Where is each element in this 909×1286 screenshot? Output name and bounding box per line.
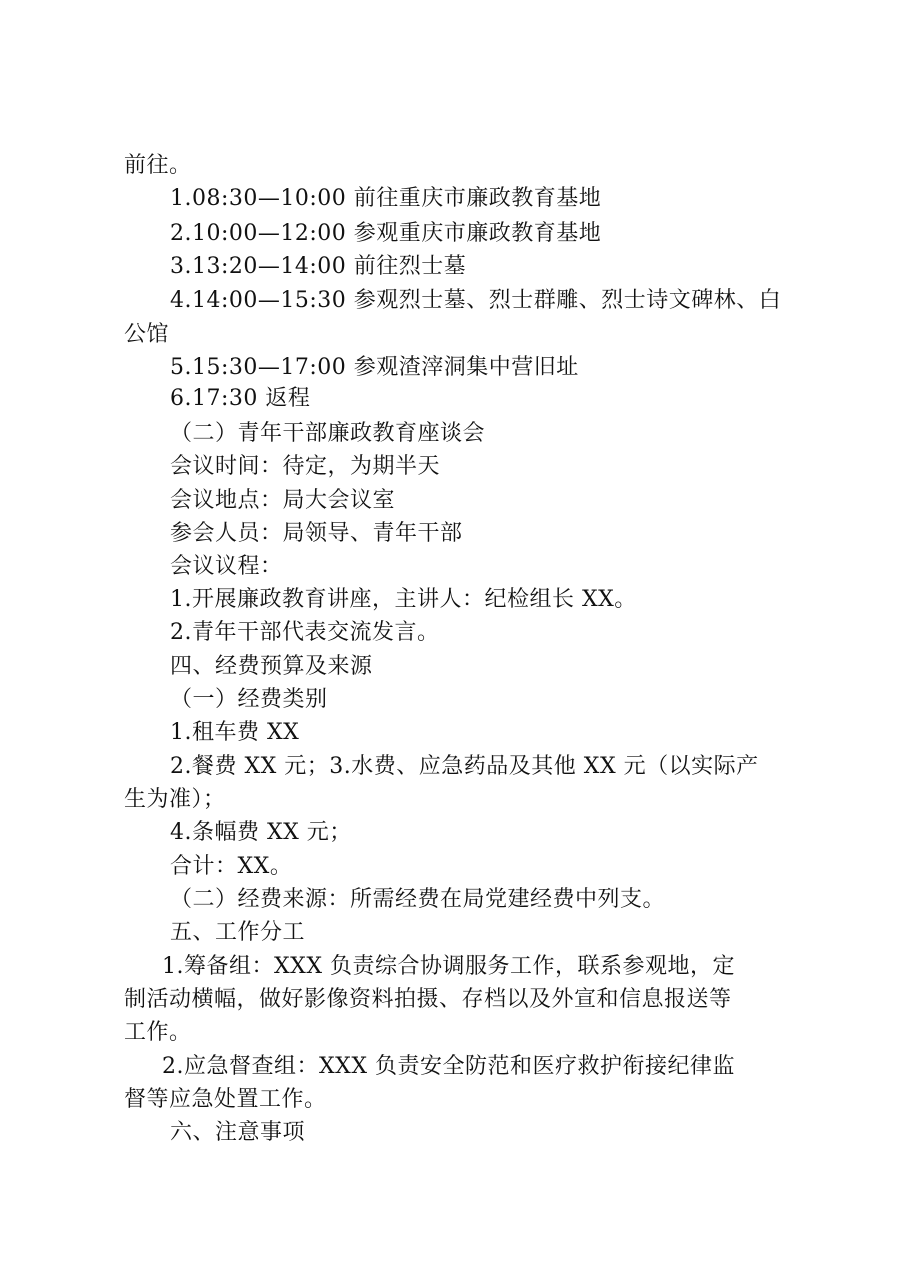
schedule-item: 3.13:20—14:00 前往烈士墓 bbox=[170, 254, 467, 279]
schedule-item: 2.10:00—12:00 参观重庆市廉政教育基地 bbox=[170, 221, 602, 246]
task-item: 1.筹备组：XXX 负责综合协调服务工作，联系参观地，定 bbox=[162, 954, 735, 979]
text-line: 工作。 bbox=[124, 1020, 192, 1045]
schedule-item: 6.17:30 返程 bbox=[170, 386, 311, 411]
meeting-attendees: 参会人员：局领导、青年干部 bbox=[170, 521, 463, 546]
section-subheading: （二）青年干部廉政教育座谈会 bbox=[170, 421, 486, 446]
text-line: 生为准）； bbox=[124, 787, 226, 812]
section-heading: 六、注意事项 bbox=[170, 1120, 306, 1145]
section-subheading: （一）经费类别 bbox=[170, 687, 328, 712]
budget-total: 合计：XX。 bbox=[170, 854, 293, 879]
text-line: 前往。 bbox=[124, 153, 192, 178]
budget-item: 2.餐费 XX 元；3.水费、应急药品及其他 XX 元（以实际产 bbox=[170, 754, 759, 779]
section-heading: 五、工作分工 bbox=[170, 920, 306, 945]
task-item: 2.应急督查组：XXX 负责安全防范和医疗救护衔接纪律监 bbox=[162, 1054, 735, 1079]
budget-item: 4.条幅费 XX 元； bbox=[170, 820, 352, 845]
text-line: 制活动横幅，做好影像资料拍摄、存档以及外宣和信息报送等 bbox=[124, 987, 732, 1012]
meeting-time: 会议时间：待定，为期半天 bbox=[170, 454, 441, 479]
agenda-item: 1.开展廉政教育讲座，主讲人：纪检组长 XX。 bbox=[170, 587, 637, 612]
funding-source: （二）经费来源：所需经费在局党建经费中列支。 bbox=[170, 887, 666, 912]
budget-item: 1.租车费 XX bbox=[170, 720, 300, 745]
schedule-item: 1.08:30—10:00 前往重庆市廉政教育基地 bbox=[170, 186, 602, 211]
schedule-item: 5.15:30—17:00 参观渣滓洞集中营旧址 bbox=[170, 355, 579, 380]
meeting-location: 会议地点：局大会议室 bbox=[170, 488, 396, 513]
section-heading: 四、经费预算及来源 bbox=[170, 654, 373, 679]
text-line: 督等应急处置工作。 bbox=[124, 1087, 327, 1112]
meeting-agenda-label: 会议议程： bbox=[170, 554, 283, 579]
text-line: 公馆 bbox=[124, 322, 170, 347]
schedule-item: 4.14:00—15:30 参观烈士墓、烈士群雕、烈士诗文碑林、白 bbox=[170, 288, 782, 313]
agenda-item: 2.青年干部代表交流发言。 bbox=[170, 620, 440, 645]
